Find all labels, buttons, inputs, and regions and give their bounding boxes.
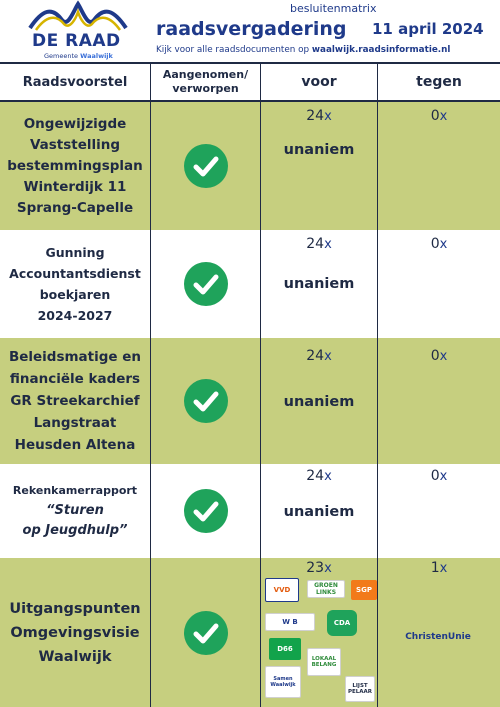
voor-count: 23x bbox=[306, 560, 332, 576]
party-logo-sgp: SGP bbox=[351, 580, 377, 600]
meeting-date: 11 april 2024 bbox=[372, 20, 484, 38]
table-row bbox=[0, 464, 500, 558]
party-logo-lijst-pelaar: LIJST PELAAR bbox=[345, 676, 375, 702]
info-line: Kijk voor alle raadsdocumenten op waalwijk.raadsinformatie.nl bbox=[156, 45, 451, 55]
voor-count: 24x bbox=[306, 236, 332, 252]
tegen-count: 0x bbox=[430, 348, 448, 364]
check-icon bbox=[184, 262, 228, 306]
unanimous-label: unaniem bbox=[283, 142, 355, 158]
info-link[interactable]: waalwijk.raadsinformatie.nl bbox=[311, 45, 451, 55]
de-raad-logo[interactable] bbox=[22, 0, 134, 62]
tegen-cell bbox=[378, 338, 500, 464]
proposal-title: Uitgangspunten Omgevingsvisie Waalwijk bbox=[0, 558, 151, 707]
voor-cell bbox=[261, 464, 378, 558]
check-icon bbox=[184, 611, 228, 655]
voor-count: 24x bbox=[306, 108, 332, 124]
result-cell bbox=[151, 102, 261, 230]
column-header-result: Aangenomen/ verworpen bbox=[151, 64, 261, 100]
party-logo-wb: W B bbox=[265, 613, 315, 631]
check-icon bbox=[184, 489, 228, 533]
tegen-cell bbox=[378, 558, 500, 707]
party-logo-cda: CDA bbox=[327, 610, 357, 636]
party-logo-vvd: VVD bbox=[265, 578, 299, 602]
table-row bbox=[0, 338, 500, 464]
proposal-title: Gunning Accountantsdienst boekjaren 2024-2027 bbox=[0, 230, 151, 338]
tegen-count: 0x bbox=[430, 236, 448, 252]
column-header-tegen: tegen bbox=[416, 74, 462, 90]
voor-count: 24x bbox=[306, 348, 332, 364]
table-row bbox=[0, 230, 500, 338]
logo-waves-icon bbox=[22, 0, 134, 34]
table-row bbox=[0, 102, 500, 230]
unanimous-label: unaniem bbox=[283, 504, 355, 520]
tegen-cell bbox=[378, 464, 500, 558]
table-row bbox=[0, 558, 500, 707]
page-title: raadsvergadering bbox=[156, 18, 347, 40]
check-icon bbox=[184, 144, 228, 188]
tegen-cell bbox=[378, 102, 500, 230]
tegen-count: 0x bbox=[430, 108, 448, 124]
party-logo-groenlinks: GROEN LINKS bbox=[307, 580, 345, 598]
voor-cell bbox=[261, 102, 378, 230]
result-cell bbox=[151, 230, 261, 338]
voor-cell bbox=[261, 558, 378, 707]
unanimous-label: unaniem bbox=[283, 394, 355, 410]
column-header-raadsvoorstel: Raadsvoorstel bbox=[0, 64, 151, 100]
logo-subtitle: Gemeente Waalwijk bbox=[44, 52, 113, 60]
tegen-cell bbox=[378, 230, 500, 338]
proposal-title: Rekenkamerrapport “Sturen op Jeugdhulp” bbox=[0, 464, 151, 558]
voor-cell bbox=[261, 230, 378, 338]
tegen-count: 0x bbox=[430, 468, 448, 484]
party-logo-d66: D66 bbox=[269, 638, 301, 660]
proposal-title: Beleidsmatige en financiële kaders GR Streekarchief Langstraat Heusden Altena bbox=[0, 338, 151, 464]
table-header-row bbox=[0, 62, 500, 102]
proposal-title: Ongewijzigde Vaststelling bestemmingsplan Winterdijk 11 Sprang-Capelle bbox=[0, 102, 151, 230]
voor-cell bbox=[261, 338, 378, 464]
check-icon bbox=[184, 379, 228, 423]
result-cell bbox=[151, 464, 261, 558]
party-logo-samen-waalwijk: Samen Waalwijk bbox=[265, 666, 301, 698]
party-logo-christenunie: ChristenUnie bbox=[405, 632, 471, 642]
result-cell bbox=[151, 558, 261, 707]
voor-count: 24x bbox=[306, 468, 332, 484]
logo-title: DE RAAD bbox=[32, 31, 121, 51]
tegen-count: 1x bbox=[430, 560, 448, 576]
unanimous-label: unaniem bbox=[283, 276, 355, 292]
party-logo-lokaal-belang: LOKAAL BELANG bbox=[307, 648, 341, 676]
document-type-label: besluitenmatrix bbox=[290, 2, 377, 15]
result-cell bbox=[151, 338, 261, 464]
page-header bbox=[0, 0, 500, 62]
column-header-voor: voor bbox=[261, 64, 378, 100]
